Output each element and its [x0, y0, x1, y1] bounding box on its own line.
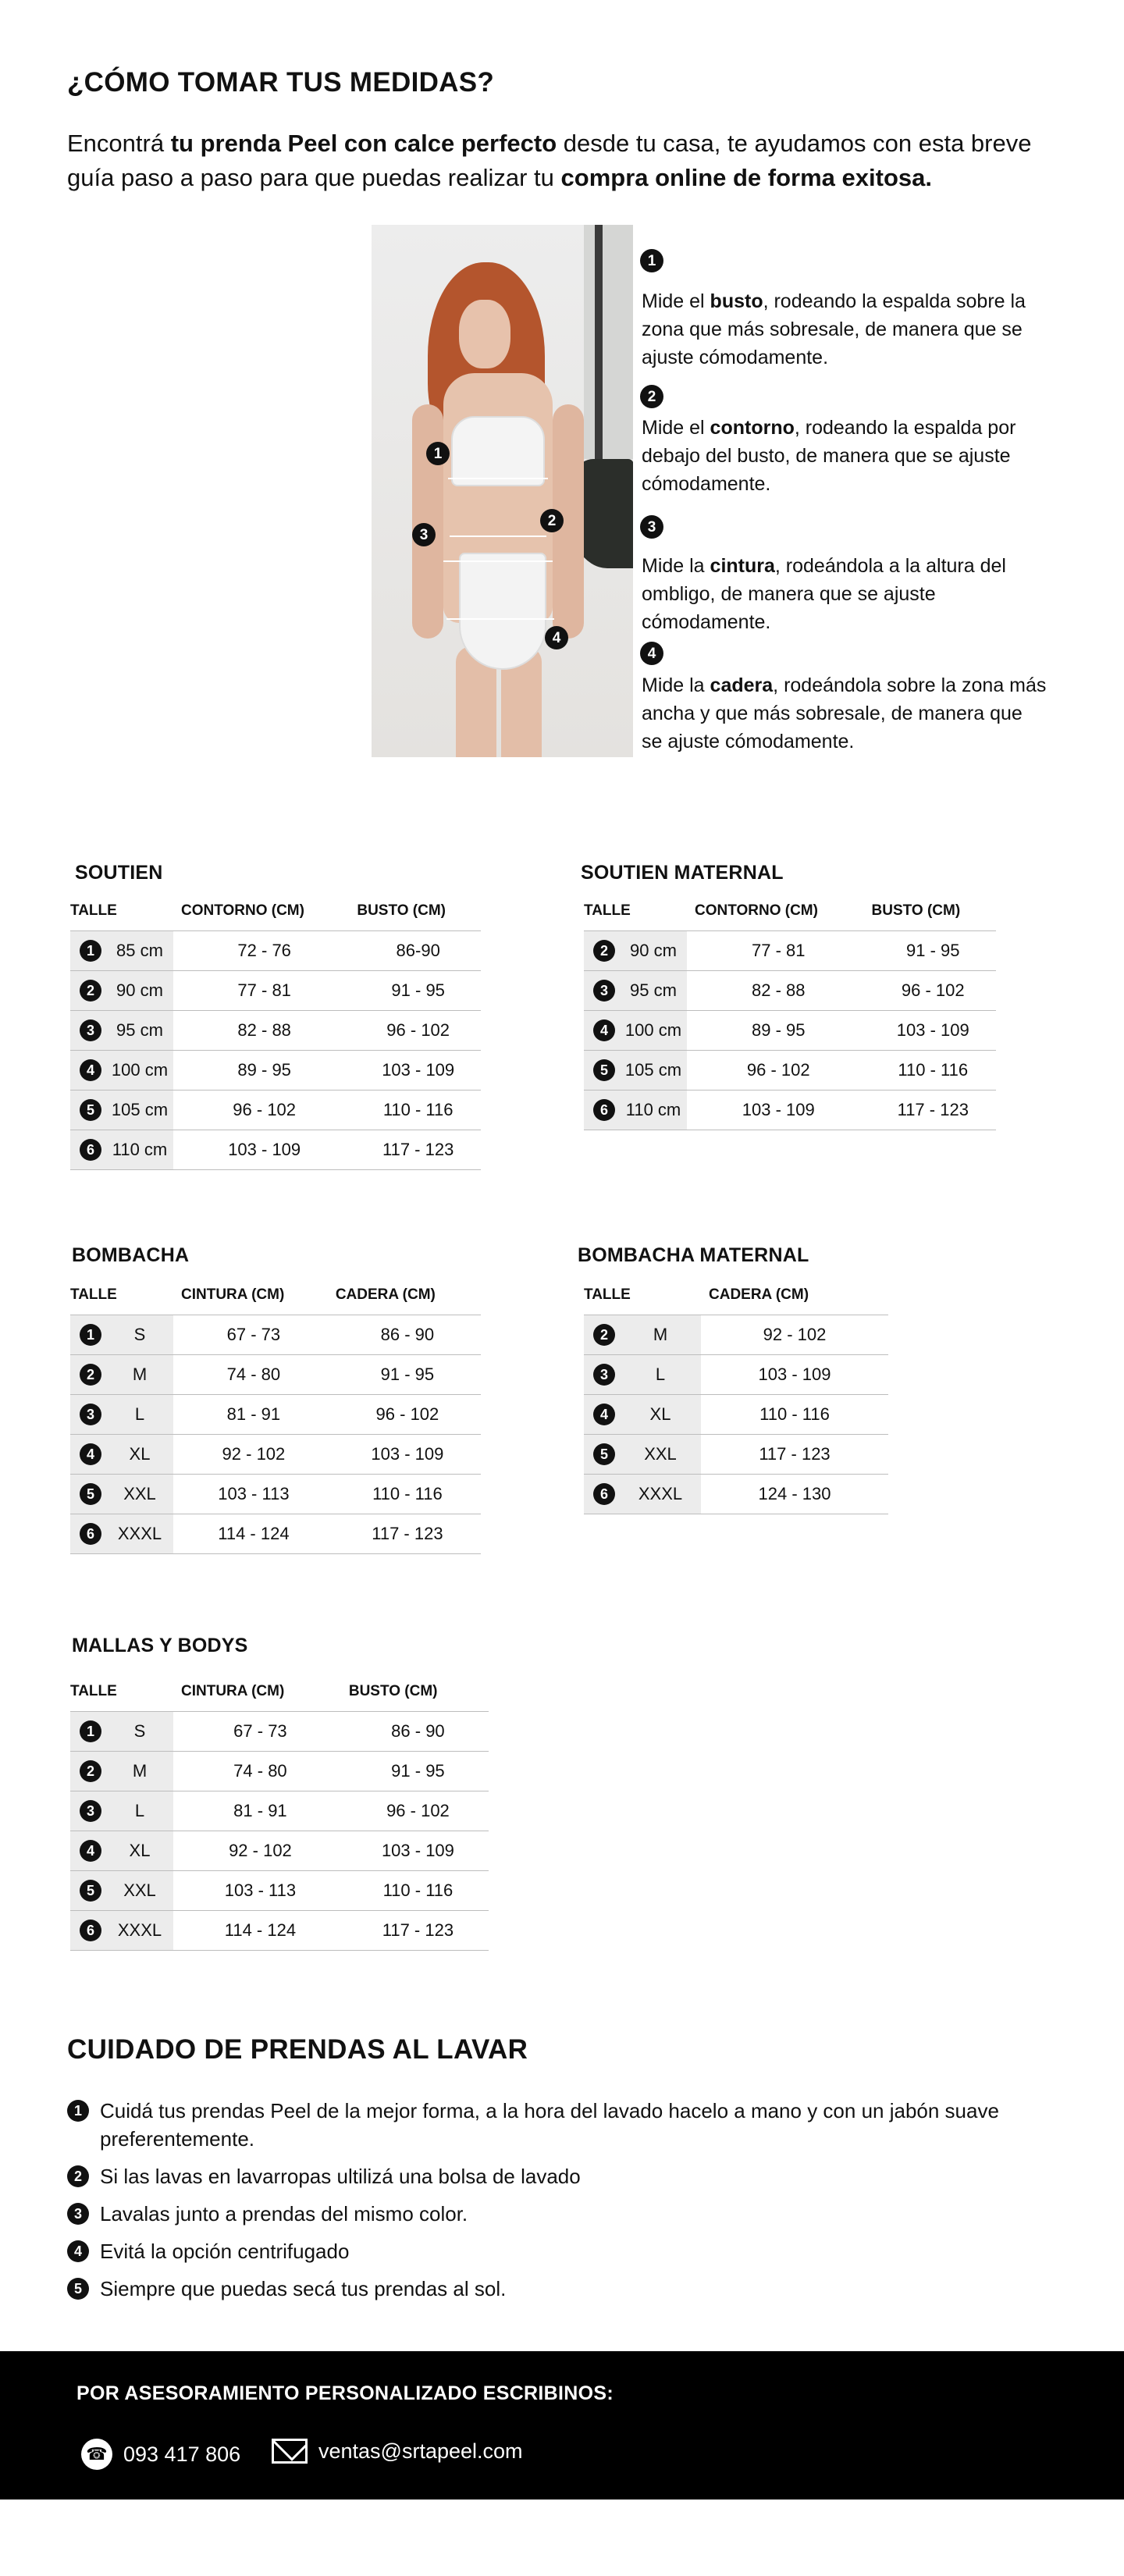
size-number-badge: 2	[593, 1324, 615, 1346]
measure-cell: 110 - 116	[355, 1091, 481, 1130]
email-contact[interactable]	[272, 2439, 523, 2464]
size-number-badge: 6	[80, 1920, 101, 1941]
table-row	[584, 1091, 996, 1130]
size-number-badge: 6	[80, 1139, 101, 1161]
intro-text: Encontrá tu prenda Peel con calce perfecto desde tu casa, te ayudamos con esta breve guía paso a paso para que puedas realizar tu compra online de forma exitosa.	[67, 130, 1032, 191]
measure-cell: 96 - 102	[355, 1011, 481, 1051]
table-title-mallas: MALLAS Y BODYS	[72, 1635, 248, 1656]
size-table-mallas	[70, 1683, 489, 1951]
size-label: XL	[649, 1404, 671, 1424]
size-cell	[70, 1315, 173, 1355]
table-row	[584, 1475, 888, 1514]
table-row	[584, 931, 996, 971]
size-label: S	[133, 1721, 146, 1741]
measure-cell: 92 - 102	[173, 1435, 334, 1475]
column-header: CADERA (CM)	[335, 1286, 436, 1303]
care-item	[67, 2162, 1043, 2190]
size-label: 110 cm	[112, 1140, 168, 1159]
measure-cell: 103 - 109	[334, 1435, 481, 1475]
care-item-text: Evitá la opción centrifugado	[100, 2240, 350, 2263]
measure-line-contorno	[450, 535, 546, 537]
size-number-badge: 4	[593, 1404, 615, 1425]
size-number-badge: 5	[593, 1443, 615, 1465]
size-number-badge: 2	[80, 980, 101, 1002]
size-cell	[70, 1871, 173, 1911]
size-number-badge: 6	[593, 1099, 615, 1121]
size-label: 100 cm	[624, 1020, 682, 1040]
table-row	[70, 1011, 481, 1051]
whatsapp-icon	[81, 2439, 112, 2470]
measure-cell: 67 - 73	[173, 1712, 347, 1752]
size-cell	[70, 971, 173, 1011]
size-cell	[70, 1395, 173, 1435]
size-number-badge: 6	[80, 1523, 101, 1545]
model-photo	[372, 225, 633, 757]
care-item-text: Cuidá tus prendas Peel de la mejor forma, a la hora del lavado hacelo a mano y con un jabón suave preferentemente.	[100, 2099, 999, 2151]
step-4-text: Mide la cadera, rodeándola sobre la zona más ancha y que más sobresale, de manera que se ajuste cómodamente.	[642, 674, 1047, 753]
size-cell	[70, 1911, 173, 1951]
size-label: 90 cm	[630, 941, 677, 960]
size-table-soutien	[70, 902, 481, 1170]
care-title: CUIDADO DE PRENDAS AL LAVAR	[67, 2034, 528, 2065]
table-row	[70, 1791, 489, 1831]
photo-marker-3: 3	[412, 523, 436, 546]
size-cell	[70, 1752, 173, 1791]
size-number-badge: 5	[80, 1880, 101, 1902]
step-1-text: Mide el busto, rodeando la espalda sobre la zona que más sobresale, de manera que se ajuste cómodamente.	[642, 290, 1026, 368]
size-cell	[70, 1791, 173, 1831]
size-cell	[70, 1435, 173, 1475]
table-title-soutien-maternal: SOUTIEN MATERNAL	[581, 862, 784, 884]
size-cell	[70, 1051, 173, 1091]
measure-cell: 96 - 102	[173, 1091, 355, 1130]
step-2-number: 2	[640, 385, 663, 408]
step-1-number: 1	[640, 249, 663, 272]
size-cell	[70, 1011, 173, 1051]
care-item	[67, 2237, 1043, 2265]
measure-cell: 114 - 124	[173, 1514, 334, 1554]
table-header-row	[70, 902, 481, 931]
size-number-badge: 3	[80, 1019, 101, 1041]
measure-cell: 92 - 102	[701, 1315, 888, 1355]
page-title: ¿CÓMO TOMAR TUS MEDIDAS?	[67, 67, 495, 98]
measure-cell: 67 - 73	[173, 1315, 334, 1355]
size-label: XXXL	[117, 1524, 162, 1543]
measure-cell: 91 - 95	[355, 971, 481, 1011]
size-table-bombacha	[70, 1286, 481, 1554]
size-label: 95 cm	[116, 1020, 163, 1040]
size-cell	[584, 1435, 701, 1475]
size-number-badge: 3	[80, 1800, 101, 1822]
size-cell	[584, 1395, 701, 1435]
measure-line-cintura	[443, 560, 553, 562]
table-title-soutien: SOUTIEN	[75, 862, 163, 884]
measure-cell: 91 - 95	[347, 1752, 489, 1791]
care-item	[67, 2097, 1043, 2153]
measure-cell: 82 - 88	[687, 971, 870, 1011]
size-number-badge: 2	[80, 1760, 101, 1782]
size-label: L	[134, 1801, 145, 1820]
care-number-badge: 1	[67, 2100, 89, 2122]
measure-cell: 103 - 109	[173, 1130, 355, 1170]
column-header: BUSTO (CM)	[348, 1683, 438, 1699]
table-row	[70, 1315, 481, 1355]
care-item-text: Lavalas junto a prendas del mismo color.	[100, 2202, 468, 2226]
table-row	[584, 1315, 888, 1355]
step-4-number: 4	[640, 642, 663, 665]
size-label: XXL	[123, 1880, 156, 1900]
size-cell	[584, 931, 687, 971]
measure-cell: 81 - 91	[173, 1791, 347, 1831]
measure-cell: 103 - 109	[701, 1355, 888, 1395]
table-title-bombacha: BOMBACHA	[72, 1244, 190, 1266]
measure-cell: 86 - 90	[347, 1712, 489, 1752]
size-number-badge: 1	[80, 1720, 101, 1742]
measure-cell: 74 - 80	[173, 1355, 334, 1395]
photo-marker-1: 1	[426, 442, 450, 465]
column-header: TALLE	[584, 902, 631, 919]
care-number-badge: 4	[67, 2240, 89, 2262]
measure-cell: 96 - 102	[347, 1791, 489, 1831]
size-cell	[70, 1475, 173, 1514]
column-header: CINTURA (CM)	[181, 1286, 285, 1303]
measure-cell: 92 - 102	[173, 1831, 347, 1871]
table-row	[70, 1831, 489, 1871]
size-label: M	[132, 1364, 148, 1384]
size-label: 105 cm	[111, 1100, 169, 1119]
table-row	[70, 1871, 489, 1911]
size-label: XXL	[123, 1484, 156, 1503]
measure-cell: 103 - 109	[687, 1091, 870, 1130]
window-background	[584, 225, 633, 459]
measure-cell: 96 - 102	[687, 1051, 870, 1091]
table-header-row	[70, 1286, 481, 1315]
column-header: TALLE	[70, 1286, 117, 1303]
size-label: XL	[129, 1841, 151, 1860]
table-row	[70, 1435, 481, 1475]
table-row	[584, 1011, 996, 1051]
measure-cell: 77 - 81	[687, 931, 870, 971]
care-number-badge: 2	[67, 2165, 89, 2187]
email-address[interactable]: ventas@srtapeel.com	[318, 2439, 523, 2463]
size-cell	[70, 1355, 173, 1395]
table-row	[70, 1355, 481, 1395]
size-label: XXL	[644, 1444, 677, 1464]
step-3-text: Mide la cintura, rodeándola a la altura del ombligo, de manera que se ajuste cómodamente.	[642, 555, 1006, 633]
size-number-badge: 5	[80, 1099, 101, 1121]
measure-cell: 117 - 123	[334, 1514, 481, 1554]
table-header-row	[70, 1683, 489, 1712]
size-label: S	[133, 1325, 146, 1344]
measure-cell: 89 - 95	[687, 1011, 870, 1051]
size-label: 90 cm	[116, 980, 163, 1000]
size-label: M	[653, 1325, 668, 1344]
size-label: 110 cm	[625, 1100, 681, 1119]
table-row	[70, 1130, 481, 1170]
size-cell	[70, 1130, 173, 1170]
size-label: XL	[129, 1444, 151, 1464]
size-number-badge: 2	[593, 940, 615, 962]
size-number-badge: 5	[593, 1059, 615, 1081]
size-cell	[70, 1712, 173, 1752]
care-list	[67, 2097, 1043, 2312]
size-number-badge: 3	[593, 1364, 615, 1386]
care-number-badge: 5	[67, 2278, 89, 2300]
size-cell	[584, 1315, 701, 1355]
size-cell	[584, 1091, 687, 1130]
column-header: CONTORNO (CM)	[181, 902, 304, 919]
table-row	[584, 1355, 888, 1395]
size-number-badge: 4	[80, 1443, 101, 1465]
size-cell	[70, 931, 173, 971]
measure-cell: 114 - 124	[173, 1911, 347, 1951]
table-row	[70, 1091, 481, 1130]
measure-cell: 103 - 109	[347, 1831, 489, 1871]
measure-cell: 96 - 102	[870, 971, 996, 1011]
size-number-badge: 4	[80, 1059, 101, 1081]
model-brief	[459, 553, 546, 670]
measure-cell: 110 - 116	[870, 1051, 996, 1091]
measure-cell: 91 - 95	[870, 931, 996, 971]
photo-marker-4: 4	[545, 626, 568, 649]
model-face	[459, 300, 510, 368]
table-row	[70, 1475, 481, 1514]
size-cell	[70, 1831, 173, 1871]
size-cell	[584, 971, 687, 1011]
column-header: CINTURA (CM)	[181, 1683, 285, 1699]
size-label: L	[134, 1404, 145, 1424]
size-label: 85 cm	[116, 941, 163, 960]
measure-cell: 110 - 116	[334, 1475, 481, 1514]
size-number-badge: 3	[593, 980, 615, 1002]
step-3-number: 3	[640, 515, 663, 539]
measure-cell: 103 - 113	[173, 1475, 334, 1514]
care-item-text: Siempre que puedas secá tus prendas al sol.	[100, 2277, 507, 2300]
size-label: L	[655, 1364, 666, 1384]
footer-title: POR ASESORAMIENTO PERSONALIZADO ESCRIBINOS:	[76, 2382, 614, 2404]
measure-cell: 103 - 109	[355, 1051, 481, 1091]
table-row	[70, 971, 481, 1011]
size-label: 95 cm	[630, 980, 677, 1000]
table-row	[584, 971, 996, 1011]
size-label: XXXL	[117, 1920, 162, 1940]
column-header: CADERA (CM)	[709, 1286, 809, 1303]
measure-cell: 117 - 123	[870, 1091, 996, 1130]
measure-cell: 124 - 130	[701, 1475, 888, 1514]
size-label: 105 cm	[624, 1060, 682, 1080]
care-item-text: Si las lavas en lavarropas ultilizá una bolsa de lavado	[100, 2165, 581, 2188]
size-table-soutien-maternal	[584, 902, 996, 1130]
step-2-text: Mide el contorno, rodeando la espalda por debajo del busto, de manera que se ajuste cómodamente.	[642, 417, 1016, 495]
model-bra	[451, 416, 545, 486]
table-row	[584, 1435, 888, 1475]
phone-number[interactable]: 093 417 806	[123, 2442, 241, 2466]
table-row	[70, 1911, 489, 1951]
size-number-badge: 3	[80, 1404, 101, 1425]
size-cell	[584, 1051, 687, 1091]
table-row	[584, 1395, 888, 1435]
size-number-badge: 4	[80, 1840, 101, 1862]
phone-contact[interactable]	[81, 2439, 240, 2470]
measure-cell: 81 - 91	[173, 1395, 334, 1435]
measure-line-busto	[448, 478, 548, 479]
size-label: XXXL	[638, 1484, 683, 1503]
measure-cell: 103 - 109	[870, 1011, 996, 1051]
size-number-badge: 6	[593, 1483, 615, 1505]
measure-cell: 91 - 95	[334, 1355, 481, 1395]
table-row	[70, 931, 481, 971]
measure-cell: 103 - 113	[173, 1871, 347, 1911]
measure-cell: 86 - 90	[334, 1315, 481, 1355]
column-header: CONTORNO (CM)	[695, 902, 818, 919]
measure-cell: 89 - 95	[173, 1051, 355, 1091]
size-number-badge: 5	[80, 1483, 101, 1505]
table-row	[70, 1752, 489, 1791]
table-header-row	[584, 902, 996, 931]
column-header: BUSTO (CM)	[871, 902, 961, 919]
mail-icon	[272, 2439, 308, 2464]
table-header-row	[584, 1286, 888, 1315]
measure-cell: 110 - 116	[347, 1871, 489, 1911]
column-header: BUSTO (CM)	[357, 902, 446, 919]
measure-cell: 82 - 88	[173, 1011, 355, 1051]
table-row	[584, 1051, 996, 1091]
column-header: TALLE	[584, 1286, 631, 1303]
size-cell	[584, 1011, 687, 1051]
size-label: 100 cm	[111, 1060, 169, 1080]
size-cell	[70, 1091, 173, 1130]
size-number-badge: 2	[80, 1364, 101, 1386]
measure-cell: 86-90	[355, 931, 481, 971]
measure-line-cadera	[446, 618, 554, 620]
table-title-bombacha-maternal: BOMBACHA MATERNAL	[578, 1244, 809, 1266]
table-row	[70, 1395, 481, 1435]
column-header: TALLE	[70, 902, 117, 919]
size-cell	[70, 1514, 173, 1554]
table-row	[70, 1514, 481, 1554]
care-item	[67, 2200, 1043, 2228]
measure-cell: 77 - 81	[173, 971, 355, 1011]
measure-cell: 96 - 102	[334, 1395, 481, 1435]
care-number-badge: 3	[67, 2203, 89, 2225]
column-header: TALLE	[70, 1683, 117, 1699]
measure-cell: 117 - 123	[701, 1435, 888, 1475]
size-number-badge: 1	[80, 940, 101, 962]
measure-cell: 74 - 80	[173, 1752, 347, 1791]
size-cell	[584, 1475, 701, 1514]
photo-marker-2: 2	[540, 509, 564, 532]
table-row	[70, 1712, 489, 1752]
size-number-badge: 4	[593, 1019, 615, 1041]
footer	[0, 2351, 1124, 2500]
measure-cell: 110 - 116	[701, 1395, 888, 1435]
size-cell	[584, 1355, 701, 1395]
care-item	[67, 2275, 1043, 2303]
measure-cell: 117 - 123	[355, 1130, 481, 1170]
size-label: M	[132, 1761, 148, 1781]
measure-cell: 117 - 123	[347, 1911, 489, 1951]
table-row	[70, 1051, 481, 1091]
size-table-bombacha-maternal	[584, 1286, 888, 1514]
size-number-badge: 1	[80, 1324, 101, 1346]
measure-cell: 72 - 76	[173, 931, 355, 971]
model-left-arm	[412, 404, 443, 639]
